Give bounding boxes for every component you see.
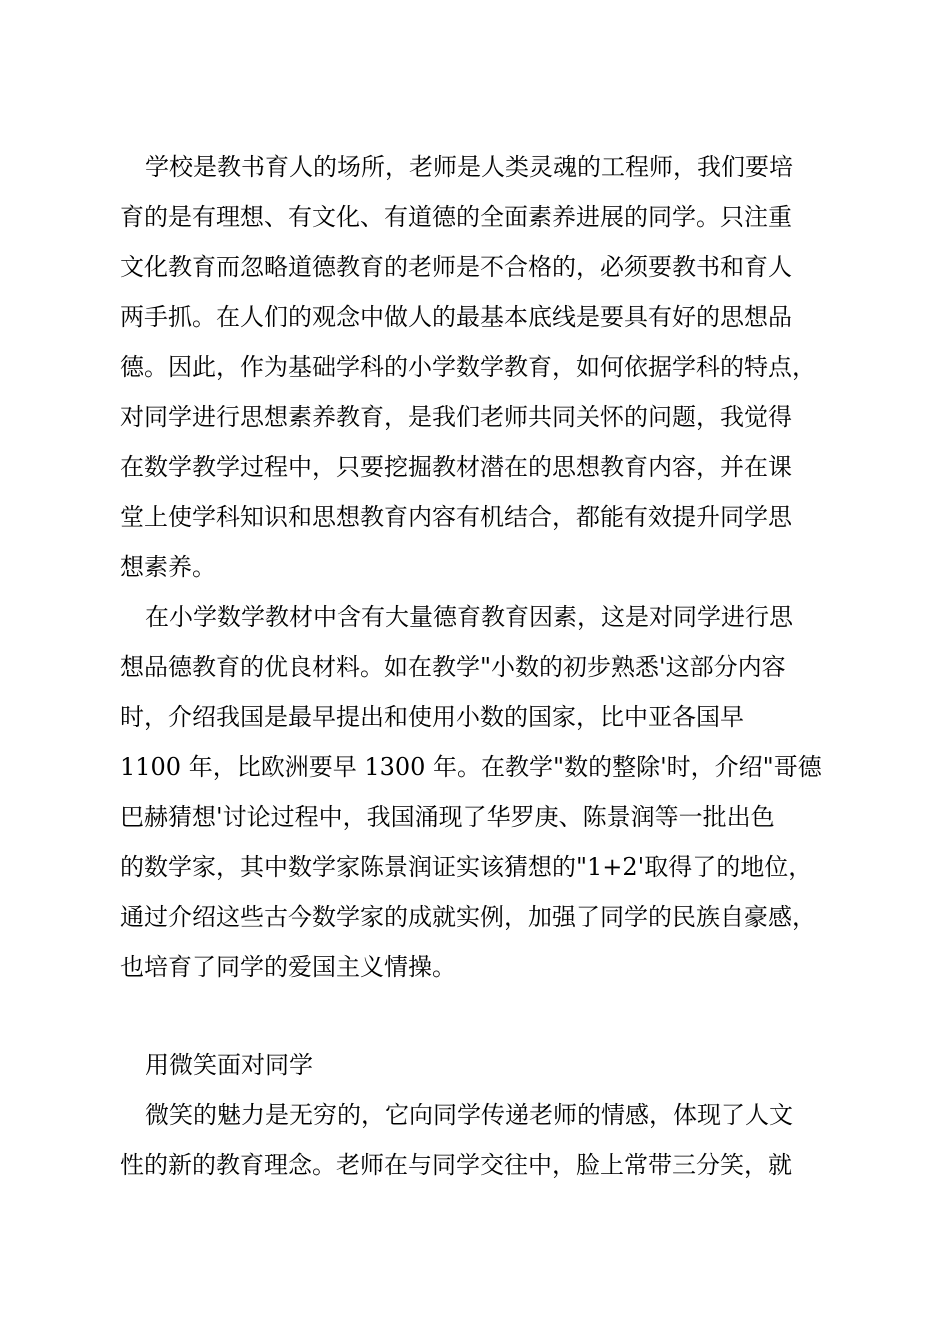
paragraph-line: 在小学数学教材中含有大量德育教育因素，这是对同学进行思 — [145, 603, 793, 631]
paragraph-line: 也培育了同学的爱国主义情操。 — [120, 953, 456, 981]
paragraph-line: 对同学进行思想素养教育，是我们老师共同关怀的问题，我觉得 — [120, 403, 792, 431]
paragraph-line: 文化教育而忽略道德教育的老师是不合格的，必须要教书和育人 — [120, 253, 792, 281]
paragraph-line: 德。因此，作为基础学科的小学数学教育，如何依据学科的特点， — [120, 353, 816, 381]
paragraph-line: 想素养。 — [120, 553, 216, 581]
paragraph-line: 1100 年，比欧洲要早 1300 年。在教学"数的整除'时，介绍"哥德 — [120, 753, 822, 781]
paragraph-line: 堂上使学科知识和思想教育内容有机结合，都能有效提升同学思 — [120, 503, 792, 531]
paragraph-line: 微笑的魅力是无穷的，它向同学传递老师的情感，体现了人文 — [145, 1101, 793, 1129]
heading-text: 用微笑面对同学 — [145, 1051, 313, 1079]
paragraph-line: 育的是有理想、有文化、有道德的全面素养进展的同学。只注重 — [120, 203, 792, 231]
paragraph-line: 时，介绍我国是最早提出和使用小数的国家，比中亚各国早 — [120, 703, 744, 731]
paragraph-line: 在数学教学过程中，只要挖掘教材潜在的思想教育内容，并在课 — [120, 453, 792, 481]
paragraph-line: 想品德教育的优良材料。如在教学"小数的初步熟悉'这部分内容 — [120, 653, 786, 681]
paragraph-line: 两手抓。在人们的观念中做人的最基本底线是要具有好的思想品 — [120, 303, 792, 331]
paragraph-line: 性的新的教育理念。老师在与同学交往中，脸上常带三分笑，就 — [120, 1151, 792, 1179]
paragraph-line: 的数学家，其中数学家陈景润证实该猜想的"1+2'取得了的地位， — [120, 853, 813, 881]
paragraph-line: 巴赫猜想'讨论过程中，我国涌现了华罗庚、陈景润等一批出色 — [120, 803, 775, 831]
paragraph-line: 通过介绍这些古今数学家的成就实例，加强了同学的民族自豪感， — [120, 903, 816, 931]
paragraph-line: 学校是教书育人的场所，老师是人类灵魂的工程师，我们要培 — [145, 153, 793, 181]
